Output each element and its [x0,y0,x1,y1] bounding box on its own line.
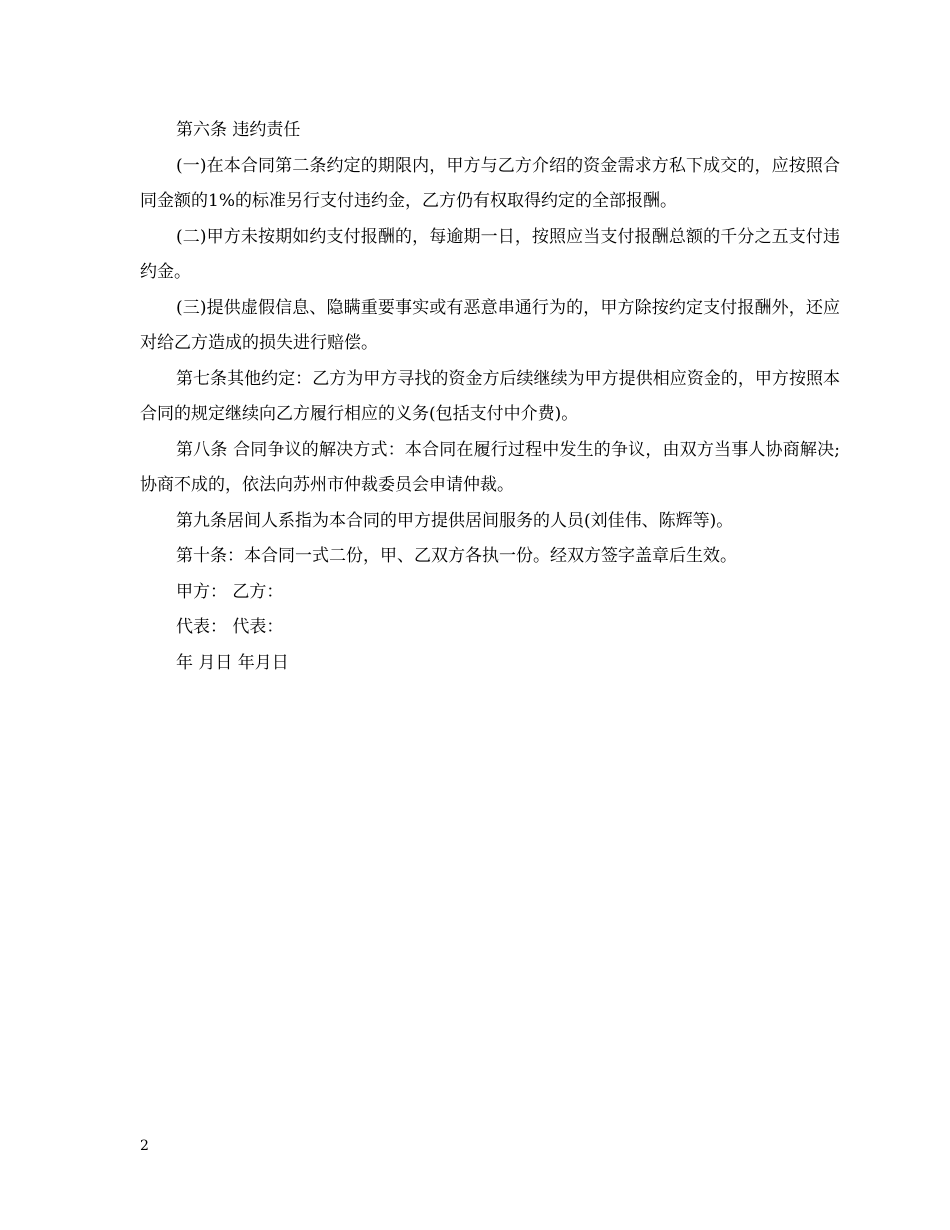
signature-representatives-line: 代表： 代表： [176,617,284,637]
article-6-clause-1: (一)在本合同第二条约定的期限内，甲方与乙方介绍的资金需求方私下成交的，应按照合同金额的1%的标准另行支付违约金，乙方仍有权取得约定的全部报酬。 [140,155,840,211]
signature-parties-line: 甲方： 乙方： [176,581,284,602]
document-body [140,113,840,681]
article-6-clause-2: (二)甲方未按期如约支付报酬的，每逾期一日，按照应当支付报酬总额的千分之五支付违约金。 [140,226,840,282]
article-6-heading: 第六条 违约责任 [176,120,301,140]
article-9-paragraph: 第九条居间人系指为本合同的甲方提供居间服务的人员(刘佳伟、陈辉等)。 [176,510,734,531]
signature-date-line: 年 月日 年月日 [176,652,289,673]
article-7-paragraph: 第七条其他约定：乙方为甲方寻找的资金方后续继续为甲方提供相应资金的，甲方按照本合同的规定继续向乙方履行相应的义务(包括支付中介费)。 [140,368,840,424]
article-6-clause-3: (三)提供虚假信息、隐瞒重要事实或有恶意串通行为的，甲方除按约定支付报酬外，还应对给乙方造成的损失进行赔偿。 [140,297,840,353]
article-8-paragraph: 第八条 合同争议的解决方式：本合同在履行过程中发生的争议，由双方当事人协商解决;协商不成的，依法向苏州市仲裁委员会申请仲裁。 [140,439,840,495]
article-10-paragraph: 第十条：本合同一式二份，甲、乙双方各执一份。经双方签字盖章后生效。 [176,546,737,566]
page-number: 2 [140,1138,149,1154]
